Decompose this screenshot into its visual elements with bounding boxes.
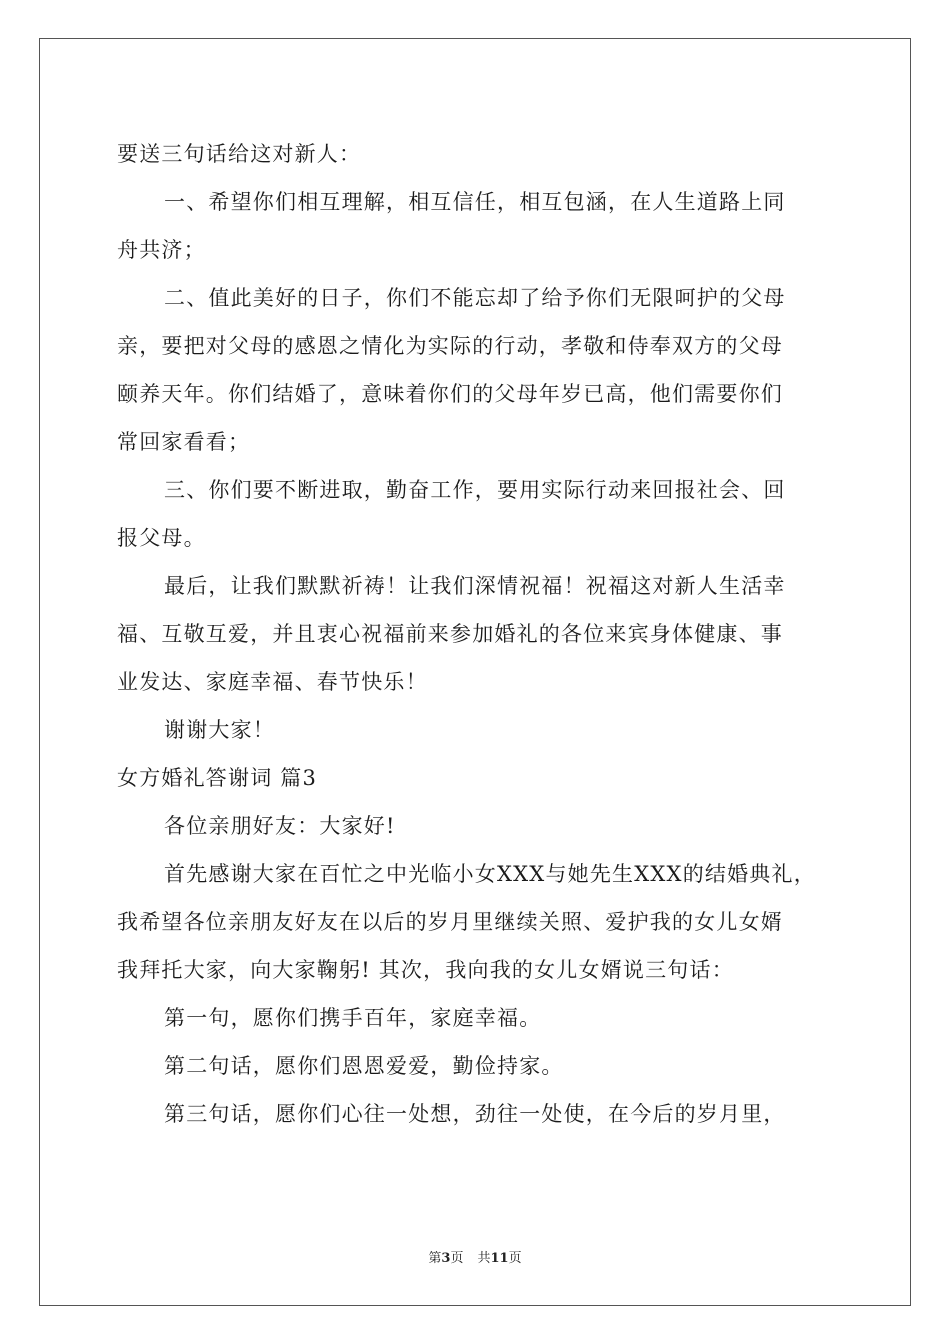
total-suffix: 页	[508, 1251, 522, 1266]
text-line: 第一句，愿你们携手百年，家庭幸福。	[164, 1006, 542, 1030]
text-line: 我拜托大家，向大家鞠躬! 其次，我向我的女儿女婿说三句话：	[117, 958, 734, 982]
text-line: 常回家看看；	[117, 430, 251, 454]
document-body	[117, 130, 837, 1138]
text-line: 最后，让我们默默祈祷！让我们深情祝福！祝福这对新人生活幸	[164, 574, 786, 598]
text-line: 首先感谢大家在百忙之中光临小女XXX与她先生XXX的结婚典礼，	[164, 862, 816, 886]
page-suffix: 页	[450, 1251, 464, 1266]
page-number: 3	[441, 1251, 451, 1266]
text-line: 我希望各位亲朋友好友在以后的岁月里继续关照、爱护我的女儿女婿	[117, 910, 783, 934]
total-prefix: 共	[477, 1251, 491, 1266]
text-line: 第三句话，愿你们心往一处想，劲往一处使，在今后的岁月里，	[164, 1102, 786, 1126]
text-line: 舟共济；	[117, 238, 206, 262]
section-heading: 女方婚礼答谢词 篇3	[117, 766, 318, 790]
text-line: 报父母。	[117, 526, 206, 550]
text-line: 亲，要把对父母的感恩之情化为实际的行动，孝敬和侍奉双方的父母	[117, 334, 783, 358]
text-line: 二、值此美好的日子，你们不能忘却了给予你们无限呵护的父母	[164, 286, 786, 310]
text-line: 各位亲朋好友：大家好!	[164, 814, 396, 838]
text-line: 第二句话，愿你们恩恩爱爱，勤俭持家。	[164, 1054, 564, 1078]
page-footer	[0, 1247, 950, 1266]
text-line: 一、希望你们相互理解，相互信任，相互包涵，在人生道路上同	[164, 190, 786, 214]
text-line: 谢谢大家！	[164, 718, 275, 742]
text-line: 业发达、家庭幸福、春节快乐！	[117, 670, 428, 694]
text-line: 三、你们要不断进取，勤奋工作，要用实际行动来回报社会、回	[164, 478, 786, 502]
text-line: 颐养天年。你们结婚了，意味着你们的父母年岁已高，他们需要你们	[117, 382, 783, 406]
page-prefix: 第	[428, 1251, 442, 1266]
total-pages: 11	[490, 1251, 509, 1266]
text-line: 福、互敬互爱，并且衷心祝福前来参加婚礼的各位来宾身体健康、事	[117, 622, 783, 646]
text-line: 要送三句话给这对新人：	[117, 142, 362, 166]
